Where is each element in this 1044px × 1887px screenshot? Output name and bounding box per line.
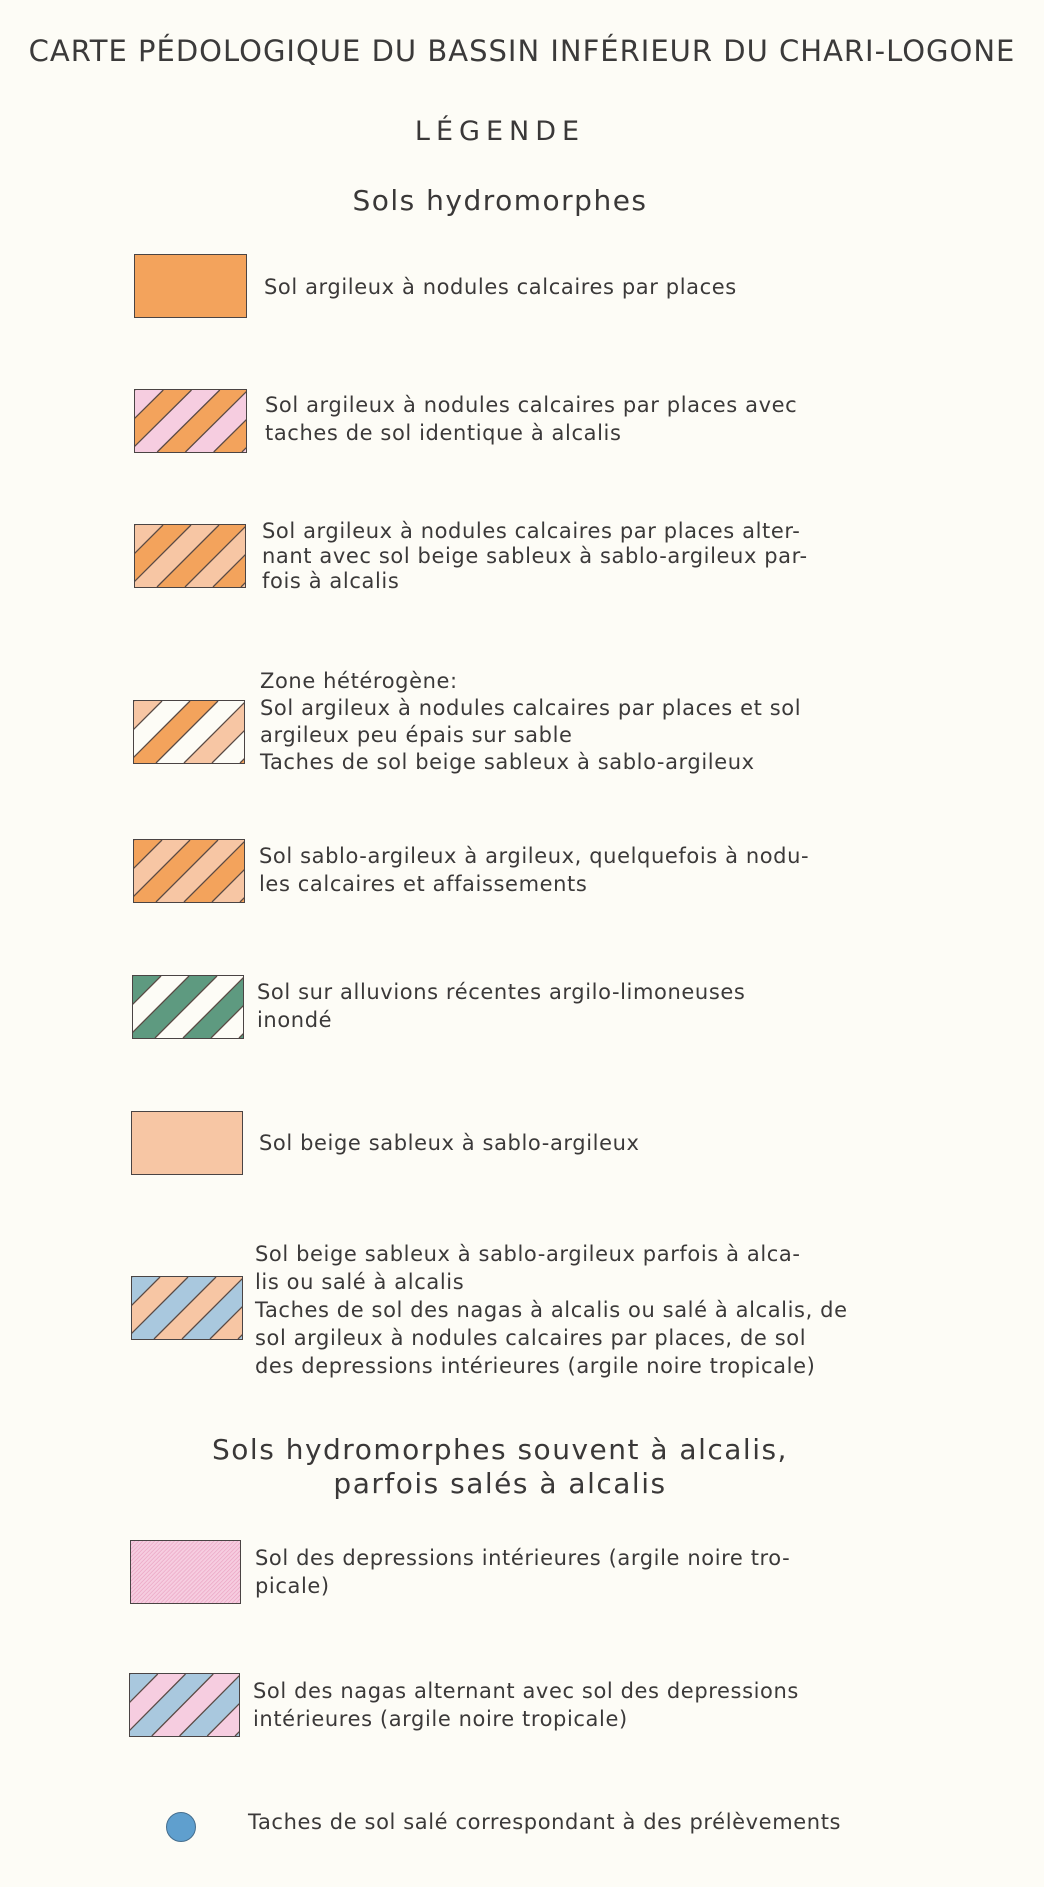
section-title-line: Sols hydromorphes souvent à alcalis, [212, 1433, 788, 1466]
swatch-item10 [129, 1673, 240, 1737]
section-title-hydromorphes [0, 184, 1000, 218]
swatch-item9 [130, 1540, 241, 1604]
legend-text-item1 [264, 273, 864, 301]
swatch-background [132, 1112, 242, 1174]
legend-text-item5 [259, 842, 859, 898]
legend-text-line: fois à alcalis [262, 569, 400, 593]
legend-text-line: inondé [257, 1008, 333, 1032]
legend-text-line: Sol des nagas alternant avec sol des depressions [253, 1679, 799, 1703]
swatch-pattern [130, 1674, 239, 1736]
legend-text-item3 [262, 519, 862, 594]
legend-text-line: Sol beige sableux à sablo-argileux parfois à alca- [255, 1242, 801, 1266]
legend-text-item9 [255, 1544, 855, 1600]
swatch-item8 [131, 1276, 243, 1340]
swatch-pattern [132, 1277, 242, 1339]
legend-text-line: Sol beige sableux à sablo-argileux [259, 1131, 640, 1155]
swatch-pattern [135, 255, 246, 317]
legend-text-item10 [253, 1677, 853, 1733]
legend-text-line: picale) [255, 1574, 330, 1598]
swatch-pattern [134, 840, 244, 902]
legend-text-line: des depressions intérieures (argile noire tropicale) [255, 1354, 816, 1378]
legend-text-line: Sol argileux à nodules calcaires par places [264, 275, 737, 299]
swatch-item3 [134, 524, 246, 588]
swatch-item4 [133, 700, 245, 764]
swatch-item2 [134, 389, 247, 453]
legend-text-line: Sol sablo-argileux à argileux, quelquefois à nodu- [259, 844, 810, 868]
swatch-item5 [133, 839, 245, 903]
legend-text-line: Taches de sol beige sableux à sablo-argileux [260, 750, 755, 774]
swatch-pattern [135, 525, 245, 587]
swatch-pattern [133, 976, 243, 1038]
legend-text-item6 [257, 978, 857, 1034]
section-title-line: Sols hydromorphes [352, 184, 648, 217]
legend-text-line: Zone hétérogène: [260, 669, 458, 693]
legend-heading: LÉGENDE [414, 116, 586, 147]
legend-text-line: Sol argileux à nodules calcaires par places avec [265, 393, 798, 417]
legend-text-line: Sol sur alluvions récentes argilo-limoneuses [257, 980, 746, 1004]
legend-text-line: Sol argileux à nodules calcaires par places alter- [262, 519, 801, 543]
legend-text-line: intérieures (argile noire tropicale) [253, 1707, 628, 1731]
legend-text-line: Sol argileux à nodules calcaires par places et sol [260, 696, 802, 720]
swatch-pattern [132, 1112, 242, 1174]
section-title-alcalis [0, 1433, 1000, 1501]
map-title: CARTE PÉDOLOGIQUE DU BASSIN INFÉRIEUR DU CHARI-LOGONE [28, 34, 1016, 68]
swatch-pattern [131, 1541, 240, 1603]
legend-text-line: nant avec sol beige sableux à sablo-argileux par- [262, 544, 808, 568]
legend-text-line: argileux peu épais sur sable [260, 723, 573, 747]
legend-text-item7 [259, 1129, 859, 1157]
legend-text-line: sol argileux à nodules calcaires par places, de sol [255, 1326, 807, 1350]
legend-text-line: les calcaires et affaissements [259, 872, 588, 896]
legend-text-item8 [255, 1240, 855, 1380]
salt-spot-dot [166, 1812, 196, 1842]
swatch-item7 [131, 1111, 243, 1175]
section-title-line: parfois salés à alcalis [333, 1467, 667, 1500]
salt-spot-label: Taches de sol salé correspondant à des prélèvements [248, 1810, 842, 1834]
swatch-pattern [134, 701, 244, 763]
legend-text-line: lis ou salé à alcalis [255, 1270, 465, 1294]
swatch-background [135, 255, 246, 317]
swatch-pattern [135, 390, 246, 452]
legend-text-line: Sol des depressions intérieures (argile noire tro- [255, 1546, 791, 1570]
swatch-item1 [134, 254, 247, 318]
legend-text-line: Taches de sol des nagas à alcalis ou salé à alcalis, de [255, 1298, 848, 1322]
swatch-item6 [132, 975, 244, 1039]
legend-text-item2 [265, 391, 865, 447]
legend-text-item4 [260, 668, 860, 776]
legend-text-line: taches de sol identique à alcalis [265, 421, 622, 445]
